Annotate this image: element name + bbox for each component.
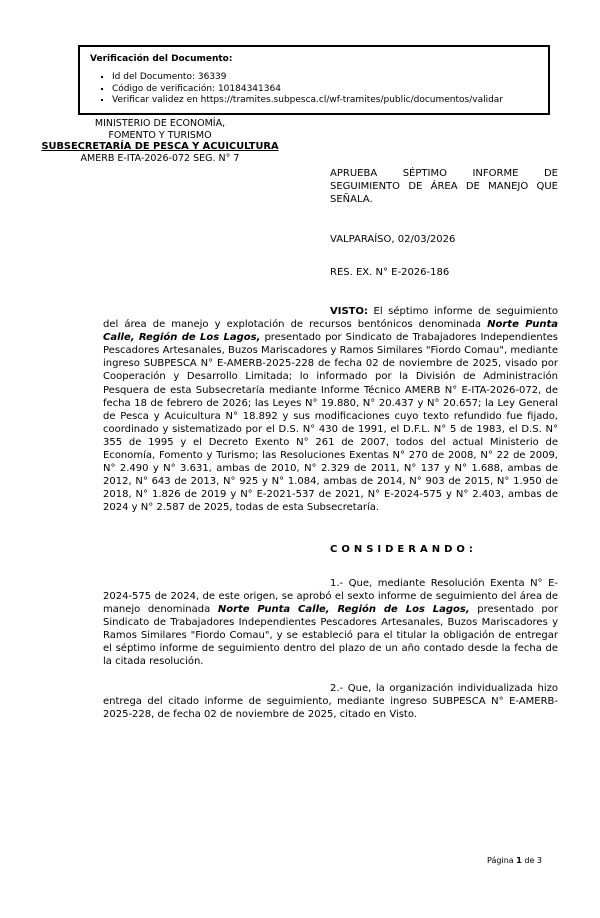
resolution-number: RES. EX. N° E-2026-186 bbox=[330, 267, 450, 278]
verification-item-code: ▪ Código de verificación: 10184341364 bbox=[112, 84, 538, 96]
considerando-heading: CONSIDERANDO: bbox=[330, 543, 477, 555]
visto-text-2: presentado por Sindicato de Trabajadores Independientes Pescadores Artesanales, Buzos Mariscadores y Ramos Similares "Fiordo Comau", mediante ingreso SUBPESCA N° E-AMERB-2025-228 de fecha 02 de noviembre de 2025, visado por Cooperación y Desarrollo Limitada; lo informado por la División de Administración Pesquera de esta Subsecretaría mediante Informe Técnico AMERB N° E-ITA-2026-072, de fecha 18 de febrero de 2026; las Leyes N° 19.880, N° 20.437 y N° 20.657; la Ley General de Pesca y Acuicultura N° 18.892 y sus modificaciones cuyo texto refundido fue fijado, coordinado y sistematizado por el D.S. N° 430 de 1991, el D.F.L. N° 5 de 1983, el D.S. N° 355 de 1995 y el Decreto Exento N° 261 de 2007, todos del actual Ministerio de Economía, Fomento y Turismo; las Resoluciones Exentas N° 270 de 2008, N° 22 de 2009, N° 2.490 y N° 3.631, ambas de 2010, N° 2.329 de 2011, N° 137 y N° 1.688, ambas de 2012, N° 643 de 2013, N° 925 y N° 1.084, ambas de 2014, N° 903 de 2015, N° 1.950 de 2018, N° 1.826 de 2019 y N° E-2021-537 de 2021, N° E-2024-575 y N° 2.403, ambas de 2024 y N° 2.587 de 2025, todas de esta Subsecretaría. bbox=[103, 332, 558, 514]
letterhead bbox=[40, 118, 280, 164]
visto-area-name: Norte Punta Calle, Región de Los Lagos, bbox=[103, 319, 558, 344]
amerb-reference: AMERB E-ITA-2026-072 SEG. N° 7 bbox=[80, 152, 240, 164]
visto-paragraph bbox=[103, 305, 558, 515]
footer-page-number: 1 bbox=[516, 856, 522, 865]
footer-suffix: de 3 bbox=[524, 856, 542, 865]
verification-item-url: ▪ Verificar validez en https://tramites.subpesca.cl/wf-tramites/public/documentos/validar bbox=[112, 95, 538, 107]
subsecretaria-title: SUBSECRETARÍA DE PESCA Y ACUICULTURA bbox=[41, 141, 279, 152]
verification-title: Verificación del Documento: bbox=[90, 54, 233, 64]
verification-list bbox=[90, 72, 538, 107]
considerando-1-text-1: 1.- Que, mediante Resolución Exenta N° E-2024-575 de 2024, de este origen, se aprobó el sexto informe de seguimiento del área de manejo denominada bbox=[103, 577, 558, 615]
visto-text-1: El séptimo informe de seguimiento del área de manejo y explotación de recursos bentónicos denominada bbox=[103, 306, 558, 331]
ministry-line-1: MINISTERIO DE ECONOMÍA, bbox=[94, 118, 226, 129]
considerando-1-area-name: Norte Punta Calle, Región de Los Lagos, bbox=[217, 603, 470, 615]
ministry-line-2: FOMENTO Y TURISMO bbox=[108, 129, 212, 141]
footer-prefix: Página bbox=[487, 856, 514, 865]
place-and-date: VALPARAÍSO, 02/03/2026 bbox=[330, 234, 456, 245]
considerando-item-1 bbox=[103, 577, 558, 669]
resolution-title-block bbox=[330, 167, 558, 279]
page-footer bbox=[487, 856, 542, 866]
verification-item-document-id: ▪ Id del Documento: 36339 bbox=[112, 72, 538, 84]
considerando-item-2: 2.- Que, la organización individualizada hizo entrega del citado informe de seguimiento, mediante ingreso SUBPESCA N° E-AMERB-2025-228, de fecha 02 de noviembre de 2025, citado en Visto. bbox=[103, 683, 558, 721]
considerando-1-text-2: presentado por Sindicato de Trabajadores Independientes Pescadores Artesanales, Buzos Mariscadores y Ramos Similares "Fiordo Comau", y se estableció para el titular la obligación de entregar el séptimo informe de seguimiento dentro del plazo de un año contado desde la fecha de la citada resolución. bbox=[103, 603, 559, 668]
visto-label: VISTO: bbox=[330, 306, 368, 317]
verification-box bbox=[78, 45, 550, 115]
resolution-subject: APRUEBA SÉPTIMO INFORME DE SEGUIMIENTO DE ÁREA DE MANEJO QUE SEÑALA. bbox=[330, 168, 558, 205]
resolution-body bbox=[103, 305, 558, 722]
